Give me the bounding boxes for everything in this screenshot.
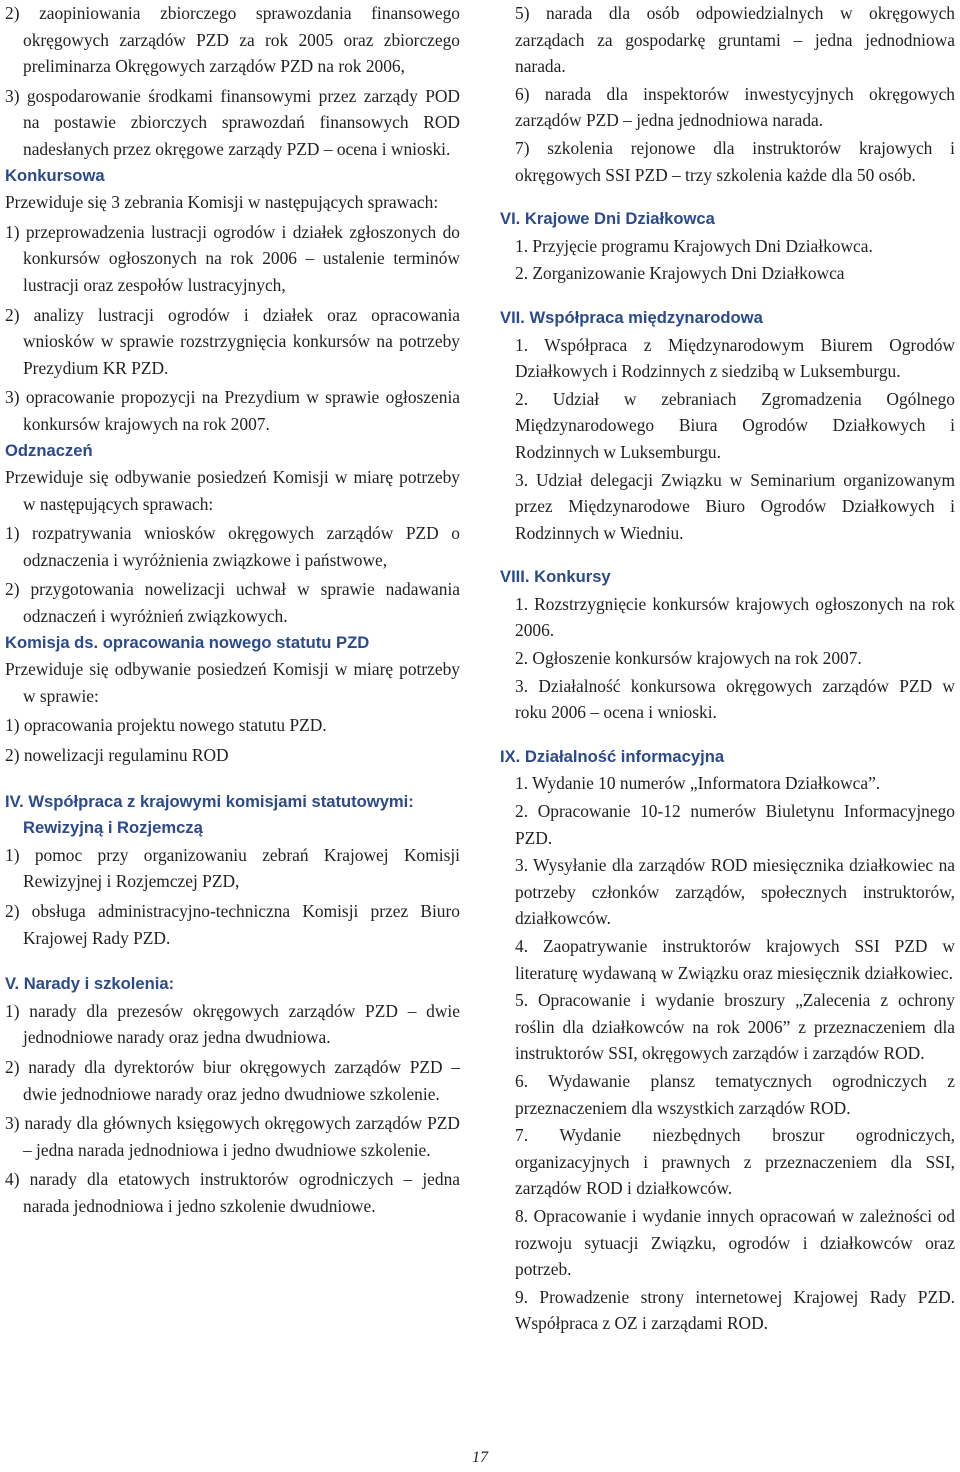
section-ix-item: 5. Opracowanie i wydanie broszury „Zalecenia z ochrony roślin dla działkowców na rok 2006” z przeznaczeniem dla instruktorów SSI, okręgowych zarządów i zarządów ROD. xyxy=(515,990,955,1064)
section-vii-item: 3. Udział delegacji Związku w Seminarium organizowanym przez Międzynarodowe Biuro Ogrodów Działkowych i Rodzinnych w Wiedniu. xyxy=(515,469,955,543)
konkursowa-item: 2) analizy lustracji ogrodów i działek oraz opracowania wniosków w sprawie rozstrzygnięcia konkursów na potrzeby Prezydium KR PZD. xyxy=(5,304,460,378)
section-viii-item: 1. Rozstrzygnięcie konkursów krajowych ogłoszonych na rok 2006. xyxy=(515,593,955,641)
section-ix-item: 6. Wydawanie plansz tematycznych ogrodniczych z przeznaczeniem dla wszystkich zarządów ROD. xyxy=(515,1070,955,1118)
section-viii-item: 3. Działalność konkursowa okręgowych zarządów PZD w roku 2006 – ocena i wnioski. xyxy=(515,675,955,723)
section-heading-ix: IX. Działalność informacyjna xyxy=(500,746,725,766)
section-ix-item: 7. Wydanie niezbędnych broszur ogrodniczych, organizacyjnych i prawnych z przeznaczeniem dla SSI, zarządów ROD i działkowców. xyxy=(515,1125,955,1199)
section-vi-item: 1. Przyjęcie programu Krajowych Dni Działkowca. xyxy=(515,235,873,256)
wspolpraca-heading: IV. Współpraca z krajowymi komisjami statutowymi: Rewizyjną i Rozjemczą xyxy=(5,791,414,838)
wspolpraca-item: 1) pomoc przy organizowaniu zebrań Krajowej Komisji Rewizyjnej i Rozjemczej PZD, xyxy=(5,844,460,892)
konkursowa-lead: Przewiduje się 3 zebrania Komisji w następujących sprawach: xyxy=(5,192,439,213)
narady-heading: V. Narady i szkolenia: xyxy=(5,974,175,994)
narady-continuation-item: 5) narada dla osób odpowiedzialnych w okręgowych zarządach za gospodarkę gruntami – jedna jednodniowa narada. xyxy=(515,3,955,77)
narady-item: 1) narady dla prezesów okręgowych zarządów PZD – dwie jednodniowe narady oraz jedna dwudniowa. xyxy=(5,1000,460,1048)
section-ix-item: 3. Wysyłanie dla zarządów ROD miesięcznika działkowiec na potrzeby członków zarządów, społecznych instruktorów, działkowców. xyxy=(515,855,955,929)
odznaczen-heading: Odznaczeń xyxy=(5,440,93,460)
section-vii-item: 2. Udział w zebraniach Zgromadzenia Ogólnego Międzynarodowego Biura Ogrodów Działkowych i Rodzinnych w Luksemburgu. xyxy=(515,388,955,462)
intro-item-2: 2) zaopiniowania zbiorczego sprawozdania finansowego okręgowych zarządów PZD za rok 2005 oraz zbiorczego preliminarza Okręgowych zarządów PZD na rok 2006, xyxy=(5,3,460,77)
narady-continuation-item: 7) szkolenia rejonowe dla instruktorów krajowych i okręgowych SSI PZD – trzy szkolenia każde dla 50 osób. xyxy=(515,137,955,185)
intro-item-3: 3) gospodarowanie środkami finansowymi przez zarządy POD na postawie zbiorczych sprawozdań finansowych ROD nadesłanych przez okręgowe zarządy PZD – ocena i wnioski. xyxy=(5,85,460,159)
section-viii-item: 2. Ogłoszenie konkursów krajowych na rok 2007. xyxy=(515,648,862,669)
section-ix-item: 9. Prowadzenie strony internetowej Krajowej Rady PZD. Współpraca z OZ i zarządami ROD. xyxy=(515,1286,955,1334)
wspolpraca-item: 2) obsługa administracyjno-techniczna Komisji przez Biuro Krajowej Rady PZD. xyxy=(5,901,460,948)
narady-item: 4) narady dla etatowych instruktorów ogrodniczych – jedna narada jednodniowa i jedno szkolenie dwudniowe. xyxy=(5,1169,460,1216)
section-ix-item: 8. Opracowanie i wydanie innych opracowań w zależności od rozwoju sytuacji Związku, ogrodów i działkowców oraz potrzeb. xyxy=(515,1205,955,1280)
konkursowa-heading: Konkursowa xyxy=(5,165,105,185)
odznaczen-lead: Przewiduje się odbywanie posiedzeń Komisji w miarę potrzeby w następujących sprawach: xyxy=(5,467,460,514)
narady-item: 2) narady dla dyrektorów biur okręgowych zarządów PZD – dwie jednodniowe narady oraz jedno dwudniowe szkolenie. xyxy=(5,1056,460,1104)
section-ix-item: 2. Opracowanie 10-12 numerów Biuletynu Informacyjnego PZD. xyxy=(515,801,955,848)
konkursowa-item: 1) przeprowadzenia lustracji ogrodów i działek zgłoszonych do konkursów ogłoszonych na rok 2006 – ustalenie terminów lustracji oraz zespołów lustracyjnych, xyxy=(5,221,460,295)
right-column xyxy=(500,0,955,1338)
statut-lead: Przewiduje się odbywanie posiedzeń Komisji w miarę potrzeby w sprawie: xyxy=(5,659,460,706)
narady-continuation-item: 6) narada dla inspektorów inwestycyjnych okręgowych zarządów PZD – jedna jednodniowa narada. xyxy=(515,83,955,131)
statut-item: 2) nowelizacji regulaminu ROD xyxy=(5,745,229,766)
section-ix-item: 4. Zaopatrywanie instruktorów krajowych SSI PZD w literaturę wydawaną w Związku oraz miesięcznik działkowiec. xyxy=(515,936,955,983)
left-column xyxy=(5,0,460,1220)
odznaczen-item: 1) rozpatrywania wniosków okręgowych zarządów PZD o odznaczenia i wyróżnienia związkowe i państwowe, xyxy=(5,523,460,570)
section-heading-vi: VI. Krajowe Dni Działkowca xyxy=(500,209,715,229)
section-vii-item: 1. Współpraca z Międzynarodowym Biurem Ogrodów Działkowych i Rodzinnych z siedzibą w Luksemburgu. xyxy=(515,334,955,382)
odznaczen-item: 2) przygotowania nowelizacji uchwał w sprawie nadawania odznaczeń i wyróżnień związkowych. xyxy=(5,579,460,627)
section-heading-viii: VIII. Konkursy xyxy=(500,567,611,587)
statut-item: 1) opracowania projektu nowego statutu PZD. xyxy=(5,715,327,736)
page-number: 17 xyxy=(472,1449,488,1466)
konkursowa-item: 3) opracowanie propozycji na Prezydium w sprawie ogłoszenia konkursów krajowych na rok 2007. xyxy=(5,387,460,434)
narady-item: 3) narady dla głównych księgowych okręgowych zarządów PZD – jedna narada jednodniowa i jedno dwudniowe szkolenie. xyxy=(5,1113,460,1160)
section-vi-item: 2. Zorganizowanie Krajowych Dni Działkowca xyxy=(515,263,845,284)
statut-heading: Komisja ds. opracowania nowego statutu PZD xyxy=(5,632,370,652)
section-ix-item: 1. Wydanie 10 numerów „Informatora Działkowca”. xyxy=(515,773,881,794)
section-heading-vii: VII. Współpraca międzynarodowa xyxy=(500,307,763,327)
